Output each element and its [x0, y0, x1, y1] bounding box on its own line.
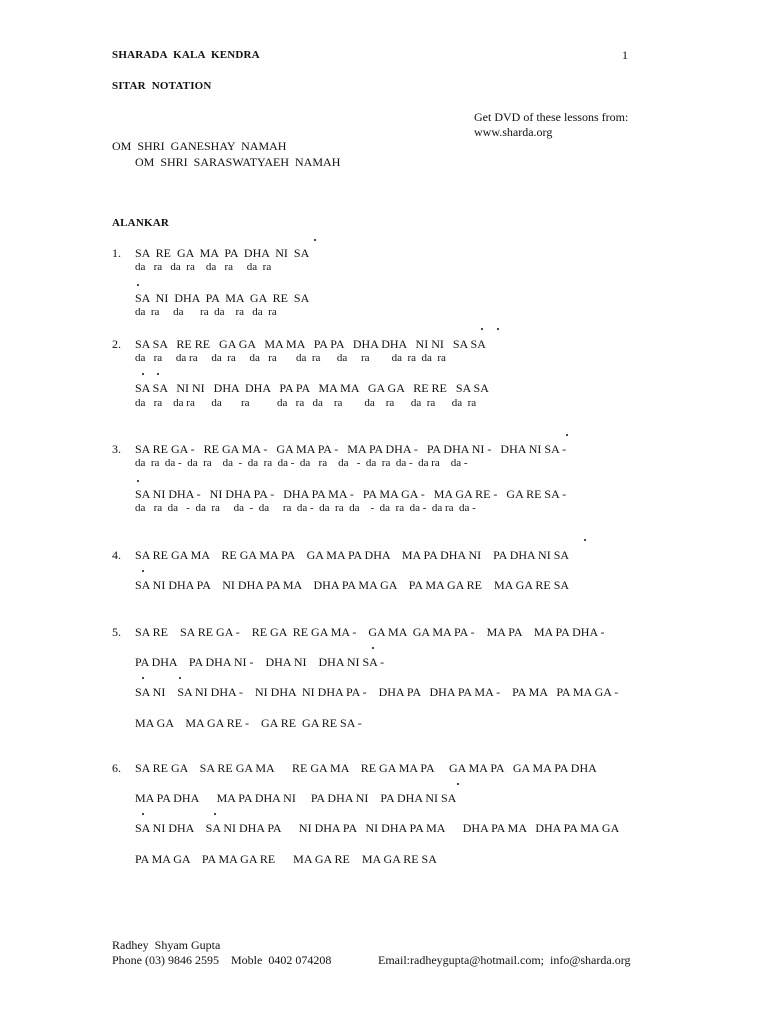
exercise-number: 1. — [112, 246, 121, 260]
invocation-saraswati: OM SHRI SARASWATYAEH NAMAH — [135, 155, 341, 169]
phone-numbers: Phone (03) 9846 2595 Moble 0402 074208 — [112, 953, 332, 967]
taar-saptak-dot — [497, 328, 499, 330]
taar-saptak-dot — [372, 647, 374, 649]
taar-saptak-dot — [314, 239, 316, 241]
document-subtitle: SITAR NOTATION — [112, 80, 212, 92]
taar-saptak-dot — [214, 813, 216, 815]
notes-line: SA SA NI NI DHA DHA PA PA MA MA GA GA RE RE SA SA — [135, 381, 489, 395]
notes-line: SA SA RE RE GA GA MA MA PA PA DHA DHA NI NI SA SA — [135, 337, 486, 351]
notes-line: SA RE GA MA PA DHA NI SA — [135, 246, 310, 260]
exercise-number: 3. — [112, 442, 121, 456]
school-title: SHARADA KALA KENDRA — [112, 49, 260, 61]
page-number: 1 — [622, 48, 628, 62]
exercise-number: 6. — [112, 761, 121, 775]
taar-saptak-dot — [566, 434, 568, 436]
notes-line: SA NI SA NI DHA - NI DHA NI DHA PA - DHA PA DHA PA MA - PA MA PA MA GA - — [135, 685, 619, 699]
bols-line: da ra da - da ra da - da ra da - da ra da - da ra da - da ra da - — [135, 457, 468, 469]
bols-line: da ra da ra da ra da ra da ra da ra da ra da ra — [135, 397, 477, 409]
dvd-note: Get DVD of these lessons from: — [474, 110, 629, 124]
section-title: ALANKAR — [112, 217, 170, 229]
notes-line: SA NI DHA SA NI DHA PA NI DHA PA NI DHA PA MA DHA PA MA DHA PA MA GA — [135, 821, 620, 835]
bols-line: da ra da ra da ra da ra — [135, 306, 277, 318]
bols-line: da ra da ra da ra da ra — [135, 261, 272, 273]
notes-line: PA DHA PA DHA NI - DHA NI DHA NI SA - — [135, 655, 385, 669]
notes-line: SA RE GA SA RE GA MA RE GA MA RE GA MA PA GA MA PA GA MA PA DHA — [135, 761, 597, 775]
invocation-ganesh: OM SHRI GANESHAY NAMAH — [112, 139, 287, 153]
exercise-number: 5. — [112, 625, 121, 639]
taar-saptak-dot — [157, 373, 159, 375]
taar-saptak-dot — [142, 677, 144, 679]
taar-saptak-dot — [179, 677, 181, 679]
taar-saptak-dot — [584, 539, 586, 541]
notes-line: MA GA MA GA RE - GA RE GA RE SA - — [135, 716, 362, 730]
website-link[interactable]: www.sharda.org — [474, 125, 553, 139]
notes-line: SA RE SA RE GA - RE GA RE GA MA - GA MA GA MA PA - MA PA MA PA DHA - — [135, 625, 605, 639]
exercise-number: 4. — [112, 548, 121, 562]
notes-line: MA PA DHA MA PA DHA NI PA DHA NI PA DHA NI SA — [135, 791, 457, 805]
bols-line: da ra da ra da ra da ra da ra da ra da ra da ra — [135, 352, 446, 364]
taar-saptak-dot — [142, 373, 144, 375]
taar-saptak-dot — [457, 783, 459, 785]
exercise-number: 2. — [112, 337, 121, 351]
email-addresses[interactable]: Email:radheygupta@hotmail.com; info@sharda.org — [378, 953, 631, 967]
taar-saptak-dot — [137, 284, 139, 286]
author-name: Radhey Shyam Gupta — [112, 938, 221, 952]
bols-line: da ra da - da ra da - da ra da - da ra da - da ra da - da ra da - — [135, 502, 476, 514]
taar-saptak-dot — [142, 570, 144, 572]
taar-saptak-dot — [137, 480, 139, 482]
notes-line: SA NI DHA PA NI DHA PA MA DHA PA MA GA PA MA GA RE MA GA RE SA — [135, 578, 570, 592]
notes-line: SA NI DHA - NI DHA PA - DHA PA MA - PA MA GA - MA GA RE - GA RE SA - — [135, 487, 567, 501]
notes-line: SA RE GA MA RE GA MA PA GA MA PA DHA MA PA DHA NI PA DHA NI SA — [135, 548, 570, 562]
taar-saptak-dot — [481, 328, 483, 330]
notes-line: PA MA GA PA MA GA RE MA GA RE MA GA RE SA — [135, 852, 437, 866]
notes-line: SA NI DHA PA MA GA RE SA — [135, 291, 310, 305]
notes-line: SA RE GA - RE GA MA - GA MA PA - MA PA DHA - PA DHA NI - DHA NI SA - — [135, 442, 567, 456]
taar-saptak-dot — [142, 813, 144, 815]
